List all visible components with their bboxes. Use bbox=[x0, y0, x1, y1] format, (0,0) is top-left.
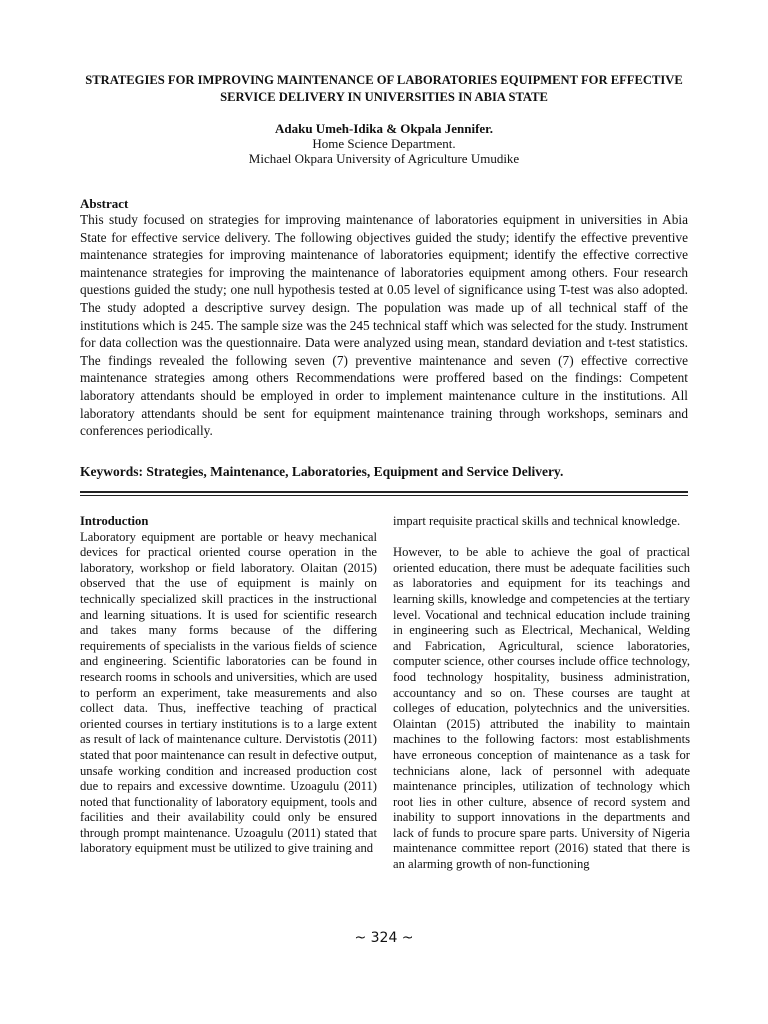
paper-title: STRATEGIES FOR IMPROVING MAINTENANCE OF LABORATORIES EQUIPMENT FOR EFFECTIVE SERVICE DELIVERY IN UNIVERSITIES IN ABIA STATE bbox=[85, 73, 683, 104]
introduction-paragraph: Laboratory equipment are portable or heavy mechanical devices for practical oriented course operation in the laboratory, workshop or field laboratory. Olaitan (2015) observed that the use of equipment is mainly on technically specialized skill practices in the instructional and learning situations. It is used for scientific research and takes many forms because of the differing requirements of specialists in the various fields of science and engineering. Scientific laboratories can be found in research rooms in schools and universities, which are used to perform an experiment, take measurements and also collect data. Thus, ineffective teaching of practical oriented courses in tertiary institutions is to a large extent as result of lack of maintenance culture. Dervistotis (2011) stated that poor maintenance can result in defective output, unsafe working condition and increased production cost due to repairs and excessive downtime. Uzoagulu (2011) noted that functionality of laboratory equipment, tools and facilities and their availability could only be ensured through prompt maintenance. Uzoagulu (2011) stated that laboratory equipment must be utilized to give training and bbox=[80, 529, 377, 856]
author-department: Home Science Department. bbox=[312, 136, 456, 151]
abstract-text: This study focused on strategies for improving maintenance of laboratories equipment in universities in Abia State for effective service delivery. The following objectives guided the study; identify the effective preventive maintenance strategies for improving maintenance of laboratories equipment; identify the effective corrective maintenance strategies for improving the maintenance of laboratories equipment among others. Four research questions guided the study; one null hypothesis tested at 0.05 level of significance using T-test was also adopted. The study adopted a descriptive survey design. The population was made up of all technical staff of the institutions which is 245. The sample size was the 245 technical staff which was selected for the study. Instrument for data collection was the questionnaire. Data were analyzed using mean, standard deviation and t-test statistics. The findings revealed the following seven (7) preventive maintenance and seven (7) effective corrective maintenance strategies among others Recommendations were proffered based on the findings: Competent laboratory attendants should be employed in order to implement maintenance culture in the institutions. All laboratory attendants should be sent for equipment maintenance training through workshops, seminars and conferences periodically. bbox=[80, 212, 688, 439]
section-divider-thin bbox=[80, 495, 688, 496]
section-divider bbox=[80, 491, 688, 493]
page-number: ~ 324 ~ bbox=[354, 930, 414, 946]
abstract-heading: Abstract bbox=[80, 196, 129, 211]
left-column bbox=[80, 514, 377, 857]
keywords-line: Keywords: Strategies, Maintenance, Laboratories, Equipment and Service Delivery. bbox=[80, 464, 564, 479]
continued-paragraph: impart requisite practical skills and technical knowledge. bbox=[393, 514, 681, 528]
right-column bbox=[393, 514, 690, 873]
author-names: Adaku Umeh-Idika & Okpala Jennifer. bbox=[274, 121, 494, 136]
author-university: Michael Okpara University of Agriculture Umudike bbox=[248, 151, 520, 166]
introduction-heading: Introduction bbox=[80, 514, 149, 528]
body-paragraph: However, to be able to achieve the goal of practical oriented education, there must be adequate facilities such as laboratories and equipment for its teachings and learning skills, knowledge and competencies at the tertiary level. Vocational and technical education include training in engineering such as Electrical, Mechanical, Welding and Fabrication, Agricultural, science laboratories, computer science, other courses include office technology, food technology hospitality, business administration, accountancy and so on. These courses are taught at colleges of education, polytechnics and the universities. Olaintan (2015) attributed the inability to maintain machines to the following factors: most establishments have erroneous conception of maintenance as a task for technicians alone, lack of personnel with adequate maintenance principles, utilization of technology which root lies in other culture, absence of record system and inability to support innovations in the departments and lack of funds to procure spare parts. University of Nigeria maintenance committee report (2016) stated that there is an alarming growth of non-functioning bbox=[393, 545, 690, 872]
